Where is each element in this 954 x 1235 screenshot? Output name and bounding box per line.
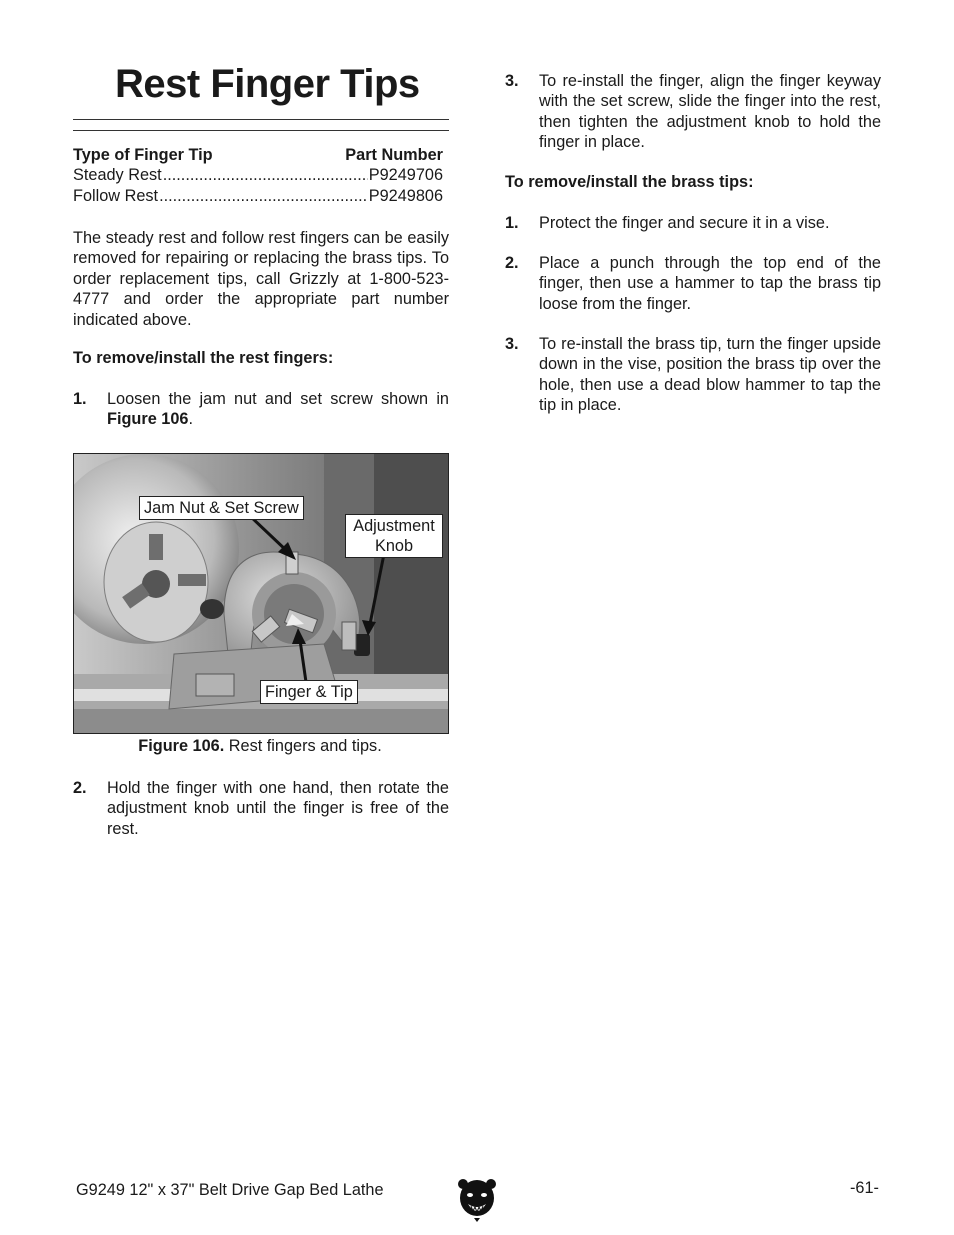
step-item <box>73 389 449 430</box>
parts-row-follow <box>73 187 443 206</box>
parts-row-steady <box>73 166 443 185</box>
section-heading-brass-tips: To remove/install the brass tips: <box>505 173 754 191</box>
step-text: Protect the finger and secure it in a vise. <box>539 214 830 232</box>
step-item <box>505 334 881 416</box>
footer-model-title: G9249 12" x 37" Belt Drive Gap Bed Lathe <box>76 1181 384 1199</box>
step-number: 1. <box>505 214 519 232</box>
figure-caption: Figure 106. Rest fingers and tips. <box>138 737 382 755</box>
title-rule-top <box>73 119 449 120</box>
figure-106-photo <box>73 453 449 734</box>
parts-header-type: Type of Finger Tip <box>73 146 213 164</box>
step-text: To re-install the finger, align the finger keyway with the set screw, slide the finger into the rest, then tighten the adjustment knob to hold the finger in place. <box>539 72 881 152</box>
page-title: Rest Finger Tips <box>115 62 420 106</box>
grizzly-bear-logo-icon <box>458 1178 496 1222</box>
step-number: 2. <box>73 779 87 797</box>
dot-leader <box>163 166 368 185</box>
page-number: -61- <box>850 1179 879 1197</box>
callout-adjustment-knob: Adjustment Knob <box>345 514 443 558</box>
step-item <box>505 71 881 153</box>
section-heading-rest-fingers: To remove/install the rest fingers: <box>73 349 334 367</box>
parts-table-header <box>73 146 443 165</box>
figure-reference: Figure 106 <box>107 410 189 429</box>
step-number: 3. <box>505 72 519 90</box>
step-number: 2. <box>505 254 519 272</box>
part-name: Steady Rest <box>73 166 162 184</box>
title-rule-bottom <box>73 130 449 131</box>
intro-paragraph: The steady rest and follow rest fingers can be easily removed for repairing or replacing the brass tips. To order replacement tips, call Grizzly at 1-800-523-4777 and order the appropriate part number indicated above. <box>73 229 449 329</box>
step-item <box>505 213 881 233</box>
step-text: Loosen the jam nut and set screw shown in Figure 106. <box>107 390 449 429</box>
part-number: P9249706 <box>368 166 443 184</box>
step-text: Hold the finger with one hand, then rotate the adjustment knob until the finger is free of the rest. <box>107 779 449 838</box>
step-item <box>73 778 449 839</box>
step-number: 1. <box>73 390 87 408</box>
parts-header-part: Part Number <box>345 146 443 164</box>
dot-leader <box>159 187 368 206</box>
callout-jam-nut-set-screw: Jam Nut & Set Screw <box>139 496 304 520</box>
part-number: P9249806 <box>368 187 443 205</box>
step-number: 3. <box>505 335 519 353</box>
step-text: To re-install the brass tip, turn the finger upside down in the vise, position the brass tip over the hole, then use a dead blow hammer to tap the tip in place. <box>539 335 881 415</box>
callout-finger-tip: Finger & Tip <box>260 680 358 704</box>
step-item <box>505 253 881 314</box>
step-text: Place a punch through the top end of the finger, then use a hammer to tap the brass tip loose from the finger. <box>539 254 881 313</box>
part-name: Follow Rest <box>73 187 159 205</box>
